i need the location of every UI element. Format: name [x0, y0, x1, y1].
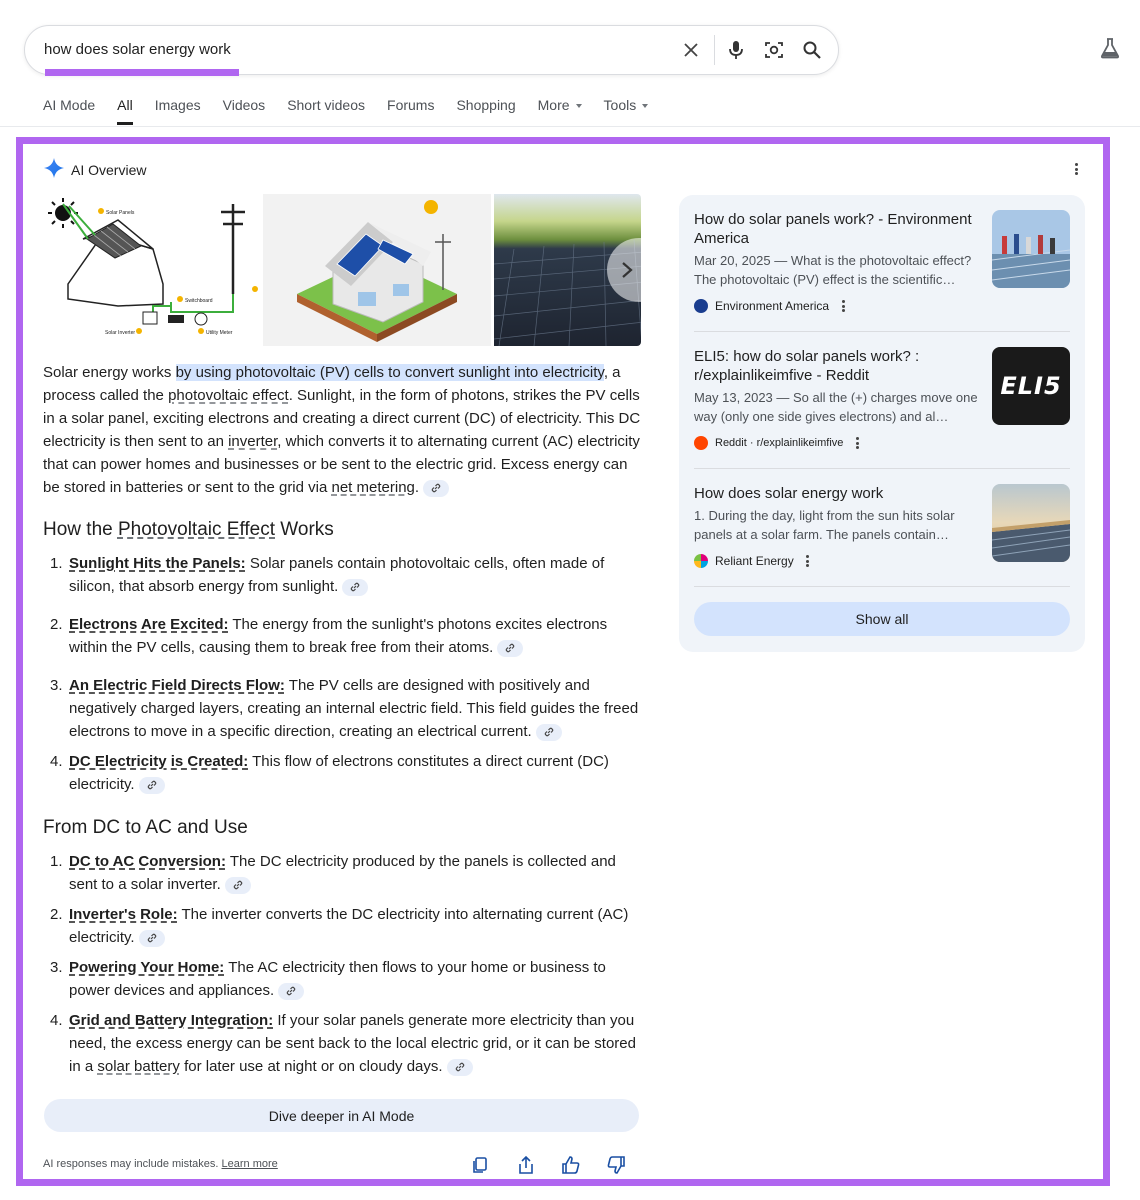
solar-diagram-image[interactable]	[43, 194, 260, 346]
source-card[interactable]	[694, 210, 1070, 320]
list-number: 3.	[50, 677, 63, 694]
tabs-divider	[0, 126, 1140, 127]
search-tabs	[43, 97, 670, 113]
tab-more-label: More	[537, 97, 570, 113]
list-number: 2.	[50, 616, 63, 633]
reliant-energy-favicon-icon	[694, 554, 708, 568]
source-card[interactable]	[694, 484, 1070, 574]
list-number: 3.	[50, 959, 63, 976]
step-title-link[interactable]: DC to AC Conversion:	[69, 853, 226, 870]
list-number: 4.	[50, 753, 63, 770]
step-title-link[interactable]: An Electric Field Directs Flow:	[69, 677, 285, 694]
overview-image-carousel	[43, 194, 641, 346]
heading-text: How the	[43, 519, 118, 540]
source-title[interactable]: How does solar energy work	[694, 485, 884, 502]
step-text: If your solar panels generate more electricity than you need, the excess energy can be sent back to the local electric grid, or it can be stored in a	[69, 1012, 636, 1075]
ai-overview-header	[43, 157, 146, 182]
citation-link-icon[interactable]	[139, 777, 165, 794]
source-divider	[694, 586, 1070, 587]
list-number: 4.	[50, 1012, 63, 1029]
photovoltaic-effect-heading-link[interactable]: Photovoltaic Effect	[117, 519, 276, 540]
chevron-down-icon	[576, 104, 582, 108]
source-site	[694, 436, 861, 450]
tab-ai-mode[interactable]: AI Mode	[43, 97, 96, 113]
source-snippet: May 13, 2023 — So all the (+) charges move one way (only one side gives electrons) and al…	[694, 390, 978, 424]
diagram-label-switchboard: Switchboard	[185, 298, 213, 304]
step-title-link[interactable]: Grid and Battery Integration:	[69, 1012, 274, 1029]
thumbs-down-icon[interactable]	[606, 1155, 626, 1175]
citation-link-icon[interactable]	[139, 930, 165, 947]
learn-more-link[interactable]: Learn more	[221, 1158, 278, 1170]
step-text: The energy from the sunlight's photons excites electrons within the PV cells, causing them to break free from their atoms.	[69, 616, 608, 656]
citation-link-icon[interactable]	[278, 983, 304, 1000]
step-title-link[interactable]: DC Electricity is Created:	[69, 753, 249, 770]
source-divider	[694, 331, 1070, 332]
source-thumbnail[interactable]	[992, 484, 1070, 562]
heading-text: Works	[275, 519, 334, 540]
thumbs-up-icon[interactable]	[561, 1155, 581, 1175]
step-text: The AC electricity then flows to your home or business to power devices and appliances.	[69, 959, 606, 999]
source-more-icon[interactable]	[853, 436, 861, 450]
ai-overview-title: AI Overview	[71, 161, 147, 178]
net-metering-link[interactable]: net metering	[331, 479, 415, 496]
step-text: The DC electricity produced by the panels is collected and sent to a solar inverter.	[69, 853, 616, 893]
source-card[interactable]	[694, 347, 1070, 457]
clear-icon[interactable]	[679, 38, 703, 62]
source-title[interactable]: How do solar panels work? - Environment America	[694, 211, 972, 247]
sources-panel	[679, 195, 1085, 652]
source-snippet: 1. During the day, light from the sun hits solar panels at a solar farm. The panels contain…	[694, 508, 955, 542]
search-input[interactable]: how does solar energy work	[44, 41, 231, 58]
photovoltaic-effect-link[interactable]: photovoltaic effect	[168, 387, 289, 404]
step-text: Solar panels contain photovoltaic cells, often made of silicon, that absorb energy from sunlight.	[69, 555, 605, 595]
intro-highlight[interactable]: by using photovoltaic (PV) cells to convert sunlight into electricity	[175, 364, 604, 381]
source-snippet: Mar 20, 2025 — What is the photovoltaic effect? The photovoltaic (PV) effect is the scientific…	[694, 253, 972, 287]
tab-images[interactable]: Images	[154, 97, 201, 113]
list-number: 2.	[50, 906, 63, 923]
intro-text: , which converts it to alternating current (AC) electricity that can power homes and businesses or be sent to the electric grid. Excess energy can be stored in batteries or sent to the grid via	[43, 433, 640, 496]
copy-icon[interactable]	[470, 1155, 490, 1175]
step-title-link[interactable]: Electrons Are Excited:	[69, 616, 229, 633]
inverter-link[interactable]: inverter	[228, 433, 278, 450]
citation-link-icon[interactable]	[447, 1059, 473, 1076]
source-site-name: Reddit · r/explainlikeimfive	[715, 437, 844, 449]
more-options-icon[interactable]	[1068, 160, 1084, 178]
search-icon[interactable]	[800, 38, 824, 62]
diagram-label-utility-meter: Utility Meter	[206, 330, 233, 336]
source-site-name: Reliant Energy	[715, 554, 794, 568]
tab-short-videos[interactable]: Short videos	[287, 97, 366, 113]
solar-battery-link[interactable]: solar battery	[97, 1058, 180, 1075]
dive-deeper-ai-mode-button[interactable]: Dive deeper in AI Mode	[44, 1099, 639, 1132]
citation-link-icon[interactable]	[536, 724, 562, 741]
source-thumbnail[interactable]	[992, 347, 1070, 425]
tab-videos[interactable]: Videos	[222, 97, 266, 113]
step-title-link[interactable]: Inverter's Role:	[69, 906, 178, 923]
list-number: 1.	[50, 853, 63, 870]
tab-all[interactable]: All	[117, 97, 133, 113]
source-site-name: Environment America	[715, 299, 830, 313]
tab-forums[interactable]: Forums	[387, 97, 435, 113]
show-all-sources-button[interactable]: Show all	[694, 602, 1070, 636]
section-heading-dc-to-ac: From DC to AC and Use	[43, 817, 248, 838]
source-site	[694, 299, 847, 313]
source-more-icon[interactable]	[839, 299, 847, 313]
gemini-sparkle-icon	[43, 157, 65, 182]
disclaimer-text: AI responses may include mistakes.	[43, 1158, 219, 1170]
diagram-label-solar-inverter: Solar Inverter	[105, 330, 136, 336]
diagram-label-solar-panels: Solar Panels	[106, 210, 135, 216]
step-text: This flow of electrons constitutes a direct current (DC) electricity.	[69, 753, 609, 793]
tab-more[interactable]	[538, 97, 582, 113]
step-text: The inverter converts the DC electricity into alternating current (AC) electricity.	[69, 906, 629, 946]
citation-link-icon[interactable]	[342, 579, 368, 596]
lens-camera-icon[interactable]	[762, 38, 786, 62]
microphone-icon[interactable]	[724, 38, 748, 62]
search-divider	[714, 35, 715, 65]
step-text: The PV cells are designed with positively and negatively charged layers, creating an internal electric field. This field guides the freed electrons to move in a specific direction, creating an electrical current.	[69, 677, 639, 740]
search-bar[interactable]	[24, 25, 839, 75]
tab-tools-label: Tools	[603, 97, 637, 113]
share-icon[interactable]	[516, 1155, 536, 1175]
source-thumbnail[interactable]	[992, 210, 1070, 288]
citation-link-icon[interactable]	[423, 480, 449, 497]
source-title[interactable]: ELI5: how do solar panels work? : r/explainlikeimfive - Reddit	[694, 348, 920, 384]
source-divider	[694, 468, 1070, 469]
step-title-link[interactable]: Sunlight Hits the Panels:	[69, 555, 246, 572]
overview-intro-paragraph	[43, 361, 643, 499]
source-site	[694, 554, 812, 568]
chevron-down-icon	[642, 104, 648, 108]
eli5-thumbnail-text: ELI5	[1000, 372, 1062, 400]
list-number: 1.	[50, 555, 63, 572]
intro-text: , a process called the	[43, 364, 621, 404]
tab-tools[interactable]	[604, 97, 649, 113]
step-text: for later use at night or on cloudy days.	[179, 1058, 443, 1075]
source-more-icon[interactable]	[804, 554, 812, 568]
solar-house-illustration[interactable]	[263, 194, 491, 346]
reddit-favicon-icon	[694, 436, 708, 450]
citation-link-icon[interactable]	[225, 877, 251, 894]
environment-america-favicon-icon	[694, 299, 708, 313]
citation-link-icon[interactable]	[497, 640, 523, 657]
intro-text: . Sunlight, in the form of photons, strikes the PV cells in a solar panel, exciting electrons and creating a direct current (DC) of electricity. This DC electricity is then sent to an	[43, 387, 641, 450]
intro-text: .	[414, 479, 420, 496]
intro-text: Solar energy works	[43, 364, 176, 381]
section-heading-pv-effect	[43, 519, 334, 541]
tab-shopping[interactable]: Shopping	[456, 97, 516, 113]
ai-disclaimer	[43, 1158, 278, 1170]
search-highlight-underline	[45, 69, 239, 76]
step-title-link[interactable]: Powering Your Home:	[69, 959, 225, 976]
labs-flask-icon[interactable]	[1099, 37, 1123, 61]
